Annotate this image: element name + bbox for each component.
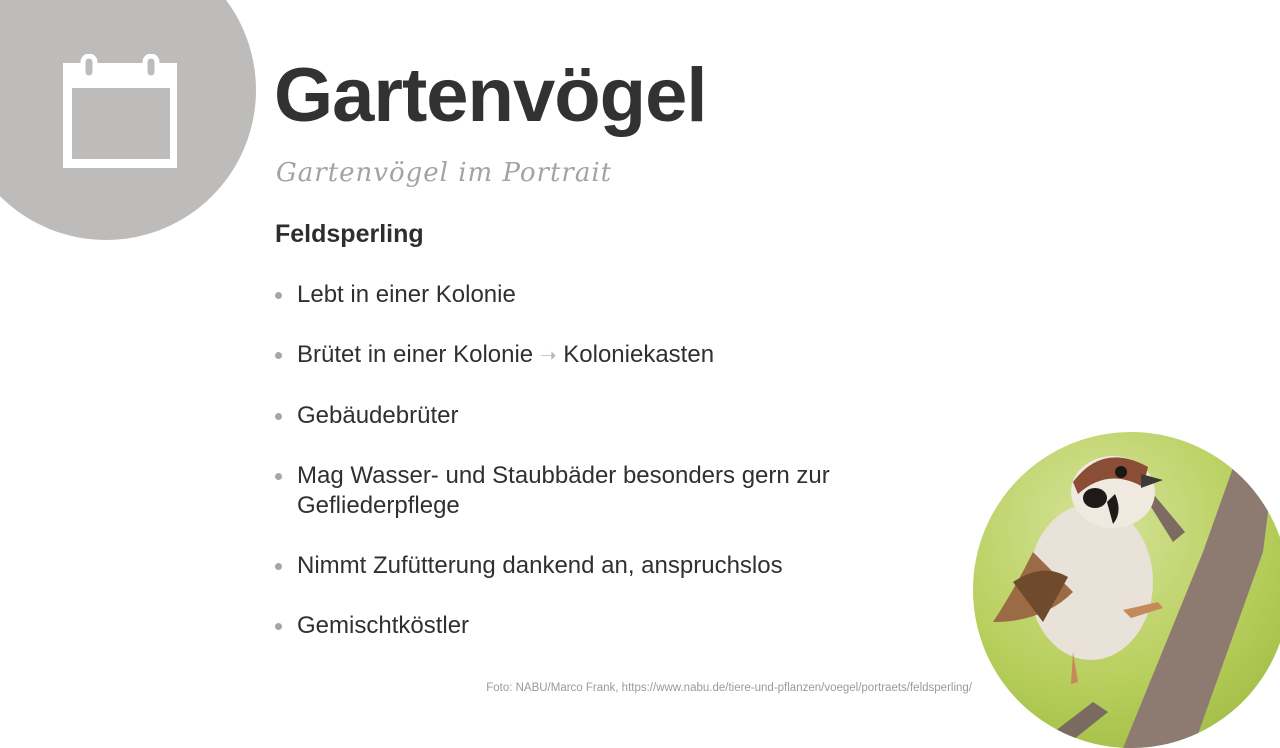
bullet-text: Brütet in einer Kolonie [297, 341, 534, 368]
bullet-dot [275, 352, 282, 359]
bullet-item [275, 401, 895, 431]
sparrow-photo [973, 432, 1280, 748]
bullet-text: Koloniekasten [563, 341, 715, 368]
calendar-icon [63, 54, 177, 168]
bullet-dot [275, 413, 282, 420]
bullet-dot [275, 292, 282, 299]
bullet-dot [275, 473, 282, 480]
sparrow-illustration [973, 432, 1280, 748]
arrow-right-icon: ➝ [539, 345, 557, 367]
photo-credit: Foto: NABU/Marco Frank, https://www.nabu.de/tiere-und-pflanzen/voegel/portraets/feldsperling/ [486, 682, 972, 694]
bullet-text: Nimmt Zufütterung dankend an, anspruchslos [297, 552, 783, 579]
bullet-item [275, 461, 895, 521]
bullet-text: Gebäudebrüter [297, 402, 459, 429]
bullet-text: Lebt in einer Kolonie [297, 281, 516, 308]
section-heading: Feldsperling [275, 220, 424, 248]
bullet-text: Gemischtköstler [297, 612, 470, 639]
bullet-item [275, 340, 895, 371]
bullet-list [275, 280, 895, 671]
bullet-item [275, 551, 895, 581]
bullet-dot [275, 563, 282, 570]
page-title: Gartenvögel [274, 53, 707, 138]
bullet-text: Mag Wasser- und Staubbäder besonders gern zur Gefliederpflege [297, 462, 830, 519]
bullet-item [275, 280, 895, 310]
bullet-dot [275, 623, 282, 630]
page-subtitle: Gartenvögel im Portrait [276, 158, 613, 188]
bullet-item [275, 611, 895, 641]
